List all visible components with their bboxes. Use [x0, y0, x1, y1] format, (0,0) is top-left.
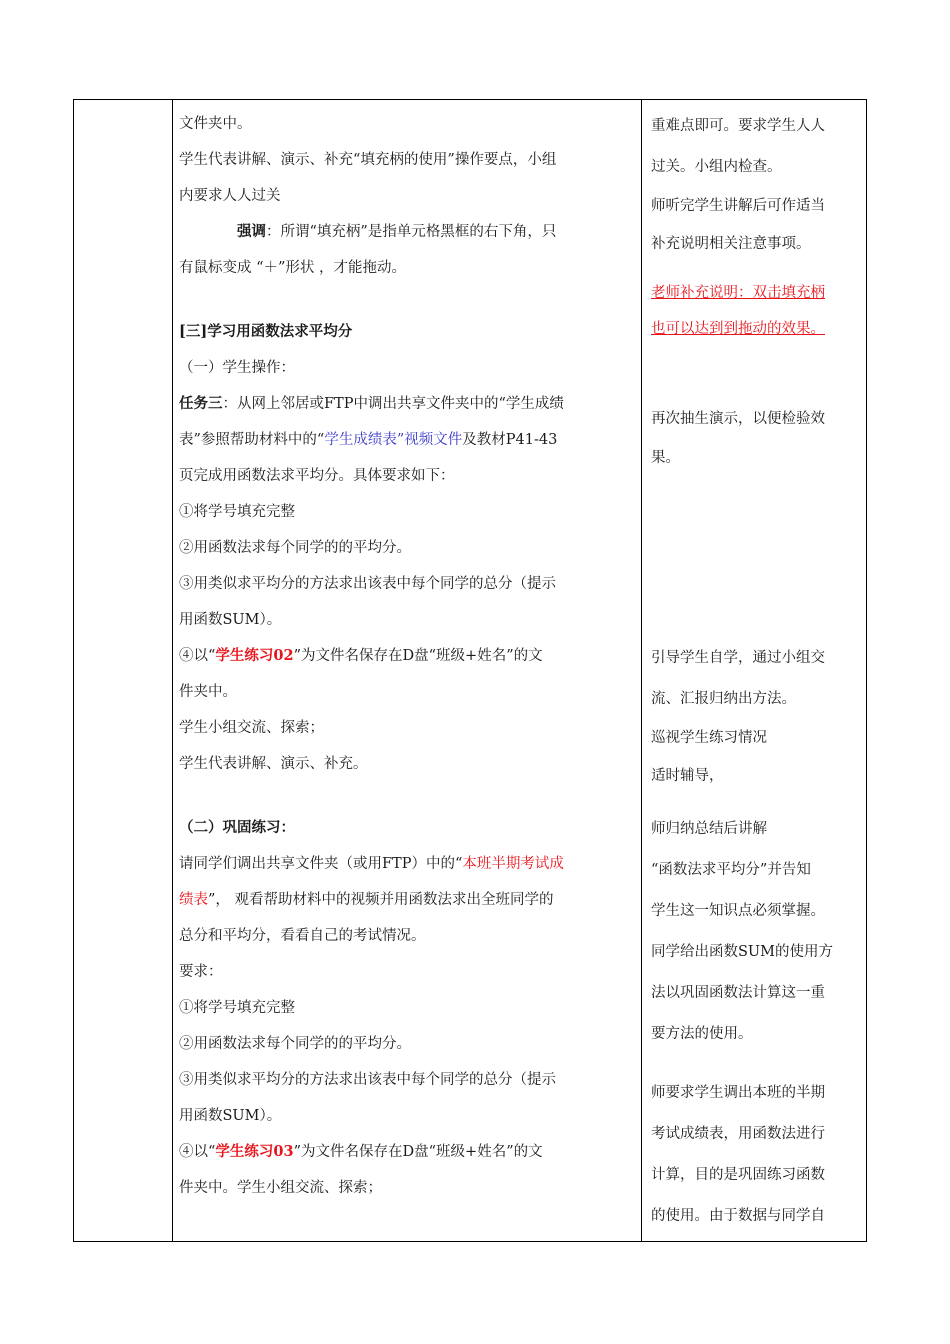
list-item-cont: 用函数SUM）。	[179, 612, 282, 628]
teacher-supplement-note: 老师补充说明：双击填充柄	[651, 285, 825, 301]
text-line: 页完成用函数法求平均分。具体要求如下：	[179, 468, 455, 484]
list-item: ③用类似求平均分的方法求出该表中每个同学的总分（提示	[179, 576, 556, 592]
note-line: “函数法求平均分”并告知	[651, 862, 811, 878]
emphasis-label: 强调	[237, 223, 266, 240]
list-item: ③用类似求平均分的方法求出该表中每个同学的总分（提示	[179, 1072, 556, 1088]
note-line: 师归纳总结后讲解	[651, 821, 767, 837]
task-text: 及教材P41-43	[462, 432, 558, 448]
text-line: 内要求人人过关	[179, 188, 281, 204]
emphasis-line	[179, 214, 635, 250]
filename-highlight: 学生练习03	[215, 1143, 294, 1160]
note-line: 巡视学生练习情况	[651, 730, 767, 746]
list-item	[179, 1134, 635, 1170]
list-text: ④以“	[179, 1144, 216, 1160]
note-line: 适时辅导，	[651, 768, 724, 784]
video-file-reference: 学生成绩表”视频文件	[324, 432, 463, 448]
task-text: 表”参照帮助材料中的“	[179, 432, 325, 448]
text-line: 总分和平均分，看看自己的考试情况。	[179, 928, 426, 944]
note-line: 要方法的使用。	[651, 1026, 753, 1042]
task-line-2	[179, 422, 635, 458]
subheading: （二）巩固练习：	[179, 819, 295, 836]
list-item: ②用函数法求每个同学的的平均分。	[179, 1036, 411, 1052]
task-line	[179, 386, 635, 422]
note-line: 法以巩固函数法计算这一重	[651, 985, 825, 1001]
list-item	[179, 638, 635, 674]
note-line: 同学给出函数SUM的使用方	[651, 944, 833, 960]
text-line: 学生小组交流、探索；	[179, 720, 324, 736]
list-text: ”为文件名保存在D盘“班级+姓名”的文	[293, 648, 543, 664]
lesson-plan-table	[73, 99, 867, 1242]
task-text: ：从网上邻居或FTP中调出共享文件夹中的“学生成绩	[222, 396, 564, 412]
text-line: 要求：	[179, 964, 223, 980]
list-item: ①将学号填充完整	[179, 1000, 295, 1016]
note-line: 流、汇报归纳出方法。	[651, 691, 796, 707]
note-line: 果。	[651, 450, 680, 466]
text-line: 学生代表讲解、演示、补充“填充柄的使用”操作要点，小组	[179, 152, 557, 168]
file-highlight: 本班半期考试成	[462, 856, 564, 872]
emphasis-text: ：所谓“填充柄”是指单元格黑框的右下角，只	[266, 224, 557, 240]
note-line: 师听完学生讲解后可作适当	[651, 198, 825, 214]
text-span: ”， 观看帮助材料中的视频并用函数法求出全班同学的	[208, 892, 554, 908]
note-line: 补充说明相关注意事项。	[651, 236, 811, 252]
text-line: 文件夹中。	[179, 116, 252, 132]
list-item-cont: 件夹中。	[179, 684, 237, 700]
activity-column	[173, 100, 641, 1241]
text-span: 请同学们调出共享文件夹（或用FTP）中的“	[179, 856, 463, 872]
text-line	[179, 882, 635, 918]
list-text: ④以“	[179, 648, 216, 664]
section-heading: [三]学习用函数法求平均分	[179, 323, 353, 340]
note-line: 考试成绩表，用函数法进行	[651, 1126, 825, 1142]
note-line: 过关。小组内检查。	[651, 159, 782, 175]
text-line	[179, 846, 635, 882]
note-line: 重难点即可。要求学生人人	[651, 118, 825, 134]
teacher-notes-column	[642, 100, 866, 1241]
note-line: 计算，目的是巩固练习函数	[651, 1167, 825, 1183]
text-line: 学生代表讲解、演示、补充。	[179, 756, 368, 772]
teacher-supplement-note: 也可以达到到拖动的效果。	[651, 321, 825, 337]
subheading: （一）学生操作：	[179, 360, 295, 376]
filename-highlight: 学生练习02	[215, 647, 294, 664]
note-line: 的使用。由于数据与同学自	[651, 1208, 825, 1224]
note-line: 师要求学生调出本班的半期	[651, 1085, 825, 1101]
list-item: ②用函数法求每个同学的的平均分。	[179, 540, 411, 556]
task-label: 任务三	[179, 395, 223, 412]
text-line: 有鼠标变成 “＋”形状 ，才能拖动。	[179, 260, 407, 276]
file-highlight: 绩表	[179, 892, 208, 908]
list-text: ”为文件名保存在D盘“班级+姓名”的文	[293, 1144, 543, 1160]
note-line: 再次抽生演示，以便检验效	[651, 411, 825, 427]
list-item-cont: 件夹中。学生小组交流、探索；	[179, 1180, 382, 1196]
list-item: ①将学号填充完整	[179, 504, 295, 520]
note-line: 学生这一知识点必须掌握。	[651, 903, 825, 919]
list-item-cont: 用函数SUM）。	[179, 1108, 282, 1124]
note-line: 引导学生自学，通过小组交	[651, 650, 825, 666]
